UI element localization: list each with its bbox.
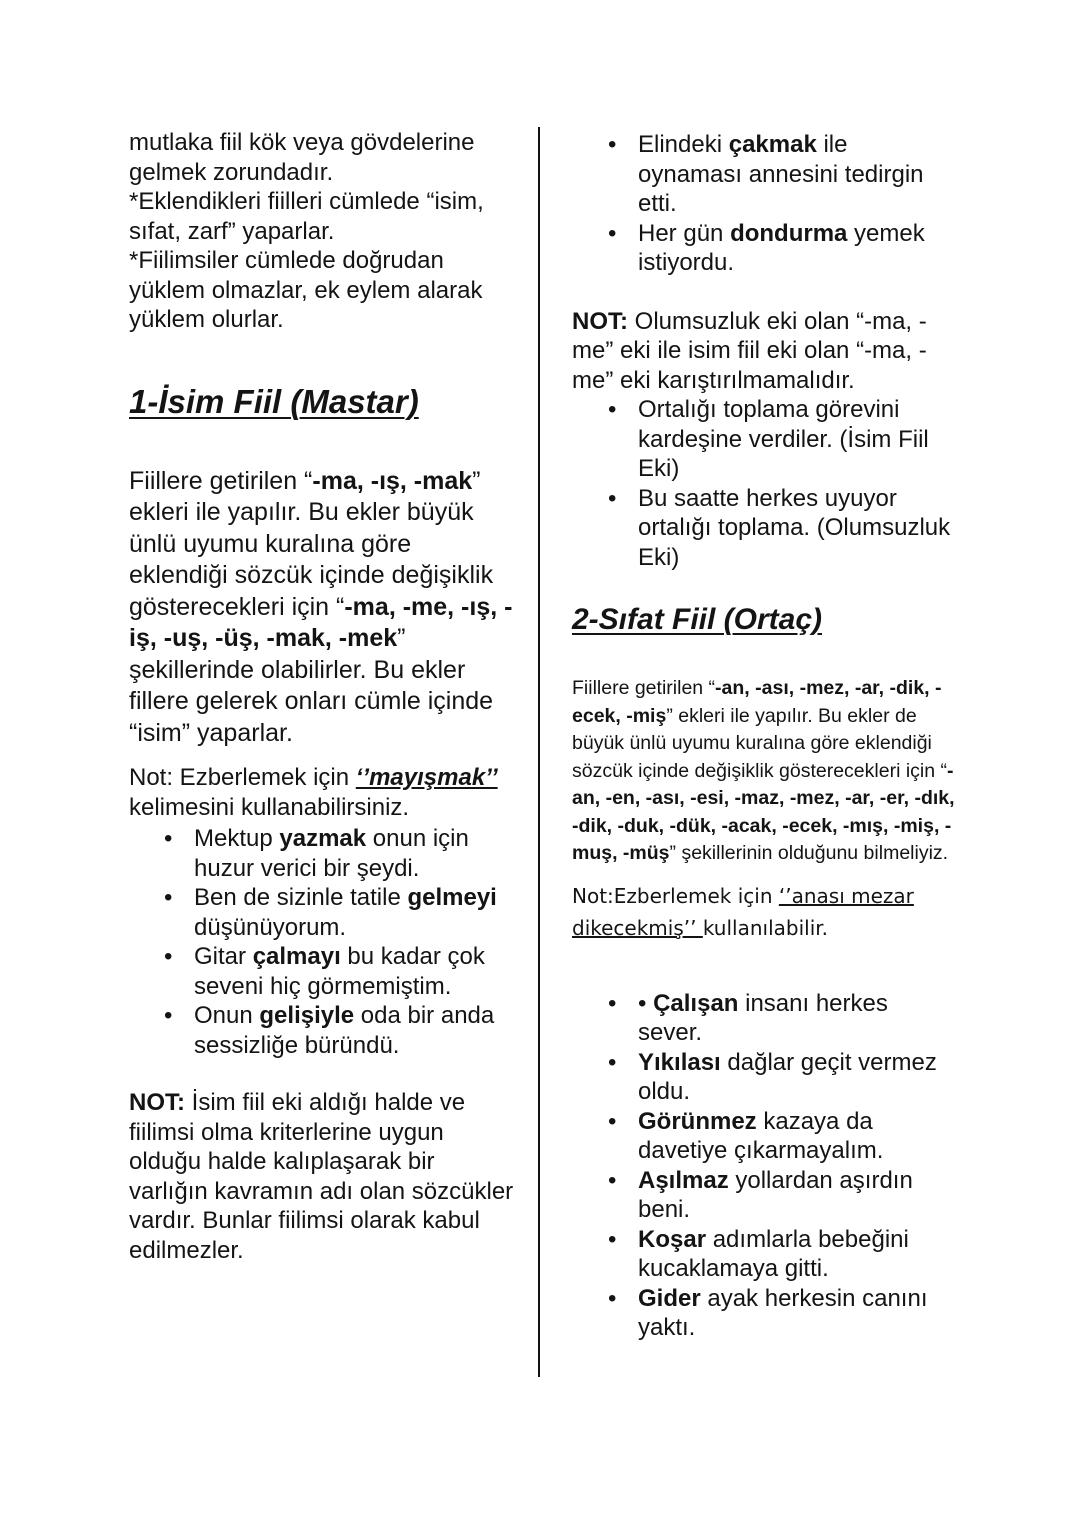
list-item-text: onun için huzur verici bir şeydi. [194, 825, 469, 882]
note-kaliplasma [129, 1088, 514, 1265]
list-item [572, 1166, 957, 1225]
bullet-icon: • [608, 1048, 617, 1076]
paragraph-text: ” şekillerinin olduğunu bilmeliyiz. [669, 842, 949, 864]
right-column [572, 128, 957, 1343]
list-item [129, 1001, 514, 1060]
list-item-text: kazaya da davetiye çıkarmayalım. [638, 1107, 884, 1164]
note-olumsuzluk [572, 307, 957, 396]
bullet-icon: • [608, 219, 617, 247]
note-text: Not: Ezberlemek için [129, 764, 356, 791]
list-item-text: • [638, 989, 654, 1017]
paragraph-text: ” ekleri ile yapılır. Bu ekler de büyük ünlü uyumu kuralına göre eklendiği sözcük içinde değişiklik gösterecekleri için “ [572, 704, 947, 782]
intro-text-2: *Eklendikleri fiilleri cümlede “isim, sıfat, zarf” yaparlar. [129, 188, 484, 245]
heading-isim-fiil: 1-İsim Fiil (Mastar) [129, 382, 419, 420]
mnemonic-phrase: ‘’anası mezar dikecekmiş’’ [572, 883, 914, 940]
note-label: NOT: [129, 1089, 185, 1116]
list-item-bold: gelişiyle [259, 1002, 355, 1029]
list-item-text: adımlarla bebeğini kucaklamaya gitti. [638, 1225, 909, 1282]
list-item-bold: gelmeyi [407, 884, 497, 911]
list-item [572, 1048, 957, 1107]
paragraph-bold: -an, -ası, -mez, -ar, -dik, -ecek, -miş [572, 677, 942, 727]
list-item-text: Elindeki [638, 131, 729, 158]
note-text: Not:Ezberlemek için [572, 883, 779, 908]
note-ezberleme [129, 763, 514, 822]
list-item [572, 1284, 957, 1343]
list-item-bold: Aşılmaz [638, 1166, 729, 1194]
list-item-bold: çakmak [728, 131, 817, 158]
list-item-text: bu kadar çok seveni hiç görmemiştim. [194, 943, 485, 1000]
note-text: kullanılabilir. [702, 915, 829, 940]
bullet-icon: • [608, 1166, 617, 1194]
list-item-text: Ortalığı toplama görevini kardeşine verdiler. (İsim Fiil Eki) [638, 396, 929, 482]
examples-list-olumsuzluk [572, 395, 957, 572]
bullet-icon: • [608, 1107, 617, 1135]
list-item [129, 883, 514, 942]
note-text: İsim fiil eki aldığı halde ve fiilimsi olma kriterlerine uygun olduğu halde kalıplaşarak bir varlığın kavramın adı olan sözcükler vardır. Bunlar fiilimsi olarak kabul edilmezler. [129, 1089, 514, 1264]
note-label: NOT: [572, 307, 628, 335]
list-item-text: insanı herkes sever. [638, 989, 888, 1046]
examples-list-isim-fiil [129, 824, 514, 1060]
bullet-icon: • [608, 131, 617, 158]
list-item [572, 130, 957, 219]
list-item-text: Ben de sizinle tatile [194, 884, 408, 911]
list-item-text: Gitar [194, 943, 253, 970]
paragraph-bold: -ma, -ış, -mak [312, 466, 473, 495]
list-item [129, 942, 514, 1001]
column-divider [538, 127, 540, 1377]
list-item [572, 1107, 957, 1166]
list-item [572, 1225, 957, 1284]
list-item-bold: Koşar [638, 1225, 707, 1253]
paragraph-sifat-fiil [572, 675, 957, 868]
note-ezberleme-2 [572, 880, 957, 944]
note-text: kelimesini kullanabilirsiniz. [129, 793, 410, 821]
paragraph-bold: -ma, -me, -ış, -iş, -uş, -üş, -mak, -mek [129, 592, 513, 652]
list-item-text: oda bir anda sessizliğe büründü. [194, 1002, 495, 1059]
list-item-bold: Görünmez [638, 1107, 757, 1135]
paragraph-bold: -an, -en, -ası, -esi, -maz, -mez, -ar, -er, -dık, -dik, -duk, -dük, -acak, -ecek, -mış, -miş, -muş, -müş [572, 759, 955, 864]
list-item-text: dağlar geçit vermez oldu. [638, 1048, 937, 1105]
list-item [572, 484, 957, 573]
paragraph-isim-fiil [129, 466, 514, 750]
list-item-text: ile oynaması annesini tedirgin etti. [638, 131, 924, 217]
list-item [129, 824, 514, 883]
intro-text-1: mutlaka fiil kök veya gövdelerine gelmek zorundadır. [129, 129, 475, 186]
list-item-text: Her gün [638, 219, 731, 247]
bullet-icon: • [164, 943, 173, 970]
intro-text-3: *Fiilimsiler cümlede doğrudan yüklem olmazlar, ek eylem alarak yüklem olurlar. [129, 247, 483, 333]
list-item-text: yemek istiyordu. [638, 219, 925, 276]
list-item [572, 395, 957, 484]
paragraph-text: ” ekleri ile yapılır. Bu ekler büyük ünlü uyumu kuralına göre eklendiği sözcük içinde değişiklik gösterecekleri için “ [129, 466, 494, 621]
paragraph-text: Fiillere getirilen “ [572, 677, 716, 699]
list-item-text: yollardan aşırdın beni. [638, 1166, 913, 1223]
list-item-bold: Yıkılası [638, 1048, 721, 1076]
list-item-bold: çalmayı [252, 943, 341, 970]
paragraph-text: Fiillere getirilen “ [129, 466, 313, 495]
list-item-bold: Gider [638, 1284, 701, 1312]
list-item-text: Bu saatte herkes uyuyor ortalığı toplama. (Olumsuzluk Eki) [638, 484, 951, 571]
mnemonic-word: ‘’mayışmak’’ [355, 764, 498, 791]
list-item-text: Mektup [194, 825, 280, 852]
list-item-bold: dondurma [730, 219, 848, 247]
bullet-icon: • [608, 1284, 617, 1312]
bullet-icon: • [608, 1225, 617, 1253]
bullet-icon: • [608, 396, 617, 423]
bullet-icon: • [608, 484, 617, 512]
bullet-icon: • [164, 825, 173, 852]
left-column [129, 128, 514, 1265]
list-item [572, 219, 957, 278]
bullet-icon: • [608, 989, 617, 1017]
list-item-text: ayak herkesin canını yaktı. [638, 1284, 928, 1341]
examples-list-sifat-fiil [572, 989, 957, 1343]
list-item [572, 989, 957, 1048]
heading-sifat-fiil: 2-Sıfat Fiil (Ortaç) [572, 603, 823, 636]
note-text: Olumsuzluk eki olan “-ma, -me” eki ile isim fiil eki olan “-ma, -me” eki karıştırılmamalıdır. [572, 307, 927, 394]
list-item-bold: yazmak [279, 825, 367, 852]
list-item-text: Onun [194, 1002, 260, 1029]
examples-list-top [572, 130, 957, 278]
bullet-icon: • [164, 884, 173, 911]
list-item-text: düşünüyorum. [194, 913, 347, 941]
bullet-icon: • [164, 1002, 173, 1029]
paragraph-text: ” şekillerinde olabilirler. Bu ekler fillere gelerek onları cümle içinde “isim” yaparlar. [129, 624, 494, 747]
list-item-bold: Çalışan [653, 989, 739, 1017]
